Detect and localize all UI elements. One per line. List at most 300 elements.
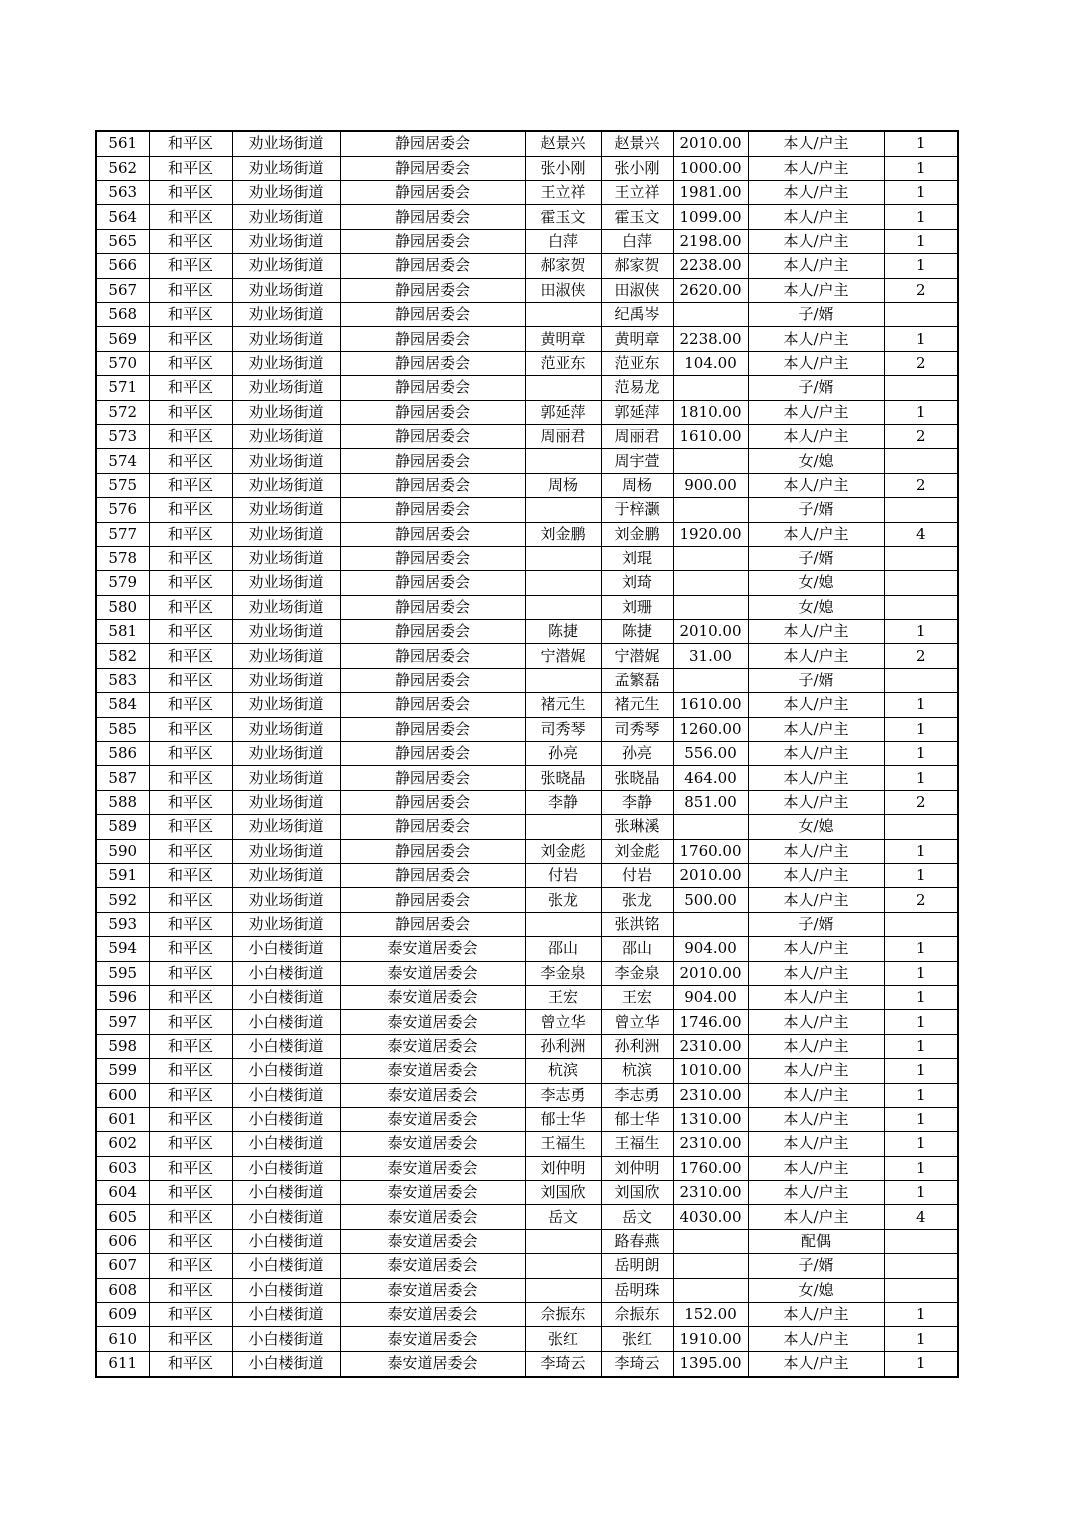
household-count-cell — [884, 1278, 958, 1302]
district-cell: 和平区 — [149, 1351, 232, 1377]
committee-cell: 泰安道居委会 — [340, 1083, 525, 1107]
row-number-cell: 569 — [96, 327, 149, 351]
household-count-cell — [884, 595, 958, 619]
street-cell: 劝业场街道 — [232, 668, 340, 692]
table-row — [96, 1278, 958, 1302]
street-cell: 小白楼街道 — [232, 1351, 340, 1377]
row-number-cell: 603 — [96, 1156, 149, 1180]
street-cell: 小白楼街道 — [232, 1010, 340, 1034]
household-count-cell: 1 — [884, 1083, 958, 1107]
amount-cell — [673, 912, 748, 936]
amount-cell — [673, 668, 748, 692]
member-name-cell: 付岩 — [601, 863, 673, 887]
household-name-cell: 曾立华 — [525, 1010, 601, 1034]
table-row — [96, 839, 958, 863]
row-number-cell: 587 — [96, 766, 149, 790]
row-number-cell: 592 — [96, 888, 149, 912]
table-row — [96, 1229, 958, 1253]
member-name-cell: 路春燕 — [601, 1229, 673, 1253]
district-cell: 和平区 — [149, 1254, 232, 1278]
committee-cell: 静园居委会 — [340, 912, 525, 936]
amount-cell: 1310.00 — [673, 1107, 748, 1131]
amount-cell: 1610.00 — [673, 693, 748, 717]
relationship-cell: 本人/户主 — [748, 1303, 884, 1327]
amount-cell: 851.00 — [673, 790, 748, 814]
row-number-cell: 583 — [96, 668, 149, 692]
relationship-cell: 本人/户主 — [748, 1205, 884, 1229]
row-number-cell: 576 — [96, 498, 149, 522]
table-row — [96, 156, 958, 180]
member-name-cell: 黄明章 — [601, 327, 673, 351]
household-count-cell — [884, 1229, 958, 1253]
committee-cell: 静园居委会 — [340, 742, 525, 766]
street-cell: 劝业场街道 — [232, 815, 340, 839]
street-cell: 劝业场街道 — [232, 498, 340, 522]
committee-cell: 静园居委会 — [340, 888, 525, 912]
street-cell: 劝业场街道 — [232, 156, 340, 180]
amount-cell: 2310.00 — [673, 1132, 748, 1156]
relationship-cell: 子/婿 — [748, 498, 884, 522]
district-cell: 和平区 — [149, 327, 232, 351]
table-row — [96, 424, 958, 448]
relationship-cell: 本人/户主 — [748, 1132, 884, 1156]
member-name-cell: 范亚东 — [601, 351, 673, 375]
member-name-cell: 李金泉 — [601, 961, 673, 985]
committee-cell: 静园居委会 — [340, 595, 525, 619]
household-count-cell: 1 — [884, 1351, 958, 1377]
member-name-cell: 岳明朗 — [601, 1254, 673, 1278]
table-row — [96, 1034, 958, 1058]
relationship-cell: 本人/户主 — [748, 790, 884, 814]
street-cell: 劝业场街道 — [232, 181, 340, 205]
household-name-cell: 白萍 — [525, 229, 601, 253]
household-count-cell: 2 — [884, 351, 958, 375]
district-cell: 和平区 — [149, 1327, 232, 1351]
amount-cell: 500.00 — [673, 888, 748, 912]
relationship-cell: 女/媳 — [748, 449, 884, 473]
relationship-cell: 本人/户主 — [748, 985, 884, 1009]
row-number-cell: 606 — [96, 1229, 149, 1253]
committee-cell: 泰安道居委会 — [340, 1205, 525, 1229]
table-row — [96, 912, 958, 936]
household-name-cell: 刘仲明 — [525, 1156, 601, 1180]
street-cell: 劝业场街道 — [232, 644, 340, 668]
member-name-cell: 李志勇 — [601, 1083, 673, 1107]
street-cell: 劝业场街道 — [232, 571, 340, 595]
table-row — [96, 1156, 958, 1180]
row-number-cell: 571 — [96, 376, 149, 400]
household-name-cell: 岳文 — [525, 1205, 601, 1229]
row-number-cell: 562 — [96, 156, 149, 180]
household-name-cell: 王宏 — [525, 985, 601, 1009]
relationship-cell: 本人/户主 — [748, 278, 884, 302]
table-row — [96, 717, 958, 741]
relationship-cell: 本人/户主 — [748, 327, 884, 351]
committee-cell: 泰安道居委会 — [340, 1059, 525, 1083]
committee-cell: 静园居委会 — [340, 815, 525, 839]
district-cell: 和平区 — [149, 498, 232, 522]
household-name-cell: 佘振东 — [525, 1303, 601, 1327]
row-number-cell: 582 — [96, 644, 149, 668]
district-cell: 和平区 — [149, 790, 232, 814]
table-row — [96, 790, 958, 814]
row-number-cell: 588 — [96, 790, 149, 814]
amount-cell: 2310.00 — [673, 1083, 748, 1107]
relationship-cell: 本人/户主 — [748, 131, 884, 156]
household-count-cell: 1 — [884, 1303, 958, 1327]
table-row — [96, 937, 958, 961]
table-row — [96, 1254, 958, 1278]
committee-cell: 静园居委会 — [340, 498, 525, 522]
amount-cell: 2198.00 — [673, 229, 748, 253]
table-row — [96, 303, 958, 327]
street-cell: 小白楼街道 — [232, 1303, 340, 1327]
row-number-cell: 566 — [96, 254, 149, 278]
committee-cell: 泰安道居委会 — [340, 937, 525, 961]
row-number-cell: 578 — [96, 546, 149, 570]
relationship-cell: 本人/户主 — [748, 717, 884, 741]
row-number-cell: 609 — [96, 1303, 149, 1327]
committee-cell: 泰安道居委会 — [340, 961, 525, 985]
district-cell: 和平区 — [149, 693, 232, 717]
street-cell: 劝业场街道 — [232, 888, 340, 912]
relationship-cell: 女/媳 — [748, 571, 884, 595]
household-count-cell: 1 — [884, 1107, 958, 1131]
row-number-cell: 608 — [96, 1278, 149, 1302]
amount-cell — [673, 571, 748, 595]
committee-cell: 泰安道居委会 — [340, 1254, 525, 1278]
household-name-cell — [525, 449, 601, 473]
relationship-cell: 子/婿 — [748, 303, 884, 327]
table-row — [96, 546, 958, 570]
committee-cell: 静园居委会 — [340, 424, 525, 448]
amount-cell: 556.00 — [673, 742, 748, 766]
amount-cell — [673, 303, 748, 327]
street-cell: 劝业场街道 — [232, 229, 340, 253]
committee-cell: 泰安道居委会 — [340, 1327, 525, 1351]
household-count-cell: 1 — [884, 1132, 958, 1156]
household-count-cell: 1 — [884, 1181, 958, 1205]
row-number-cell: 599 — [96, 1059, 149, 1083]
district-cell: 和平区 — [149, 1034, 232, 1058]
household-name-cell — [525, 571, 601, 595]
household-count-cell: 2 — [884, 278, 958, 302]
street-cell: 小白楼街道 — [232, 1034, 340, 1058]
member-name-cell: 孙利洲 — [601, 1034, 673, 1058]
member-name-cell: 王宏 — [601, 985, 673, 1009]
household-count-cell: 1 — [884, 1059, 958, 1083]
relationship-cell: 女/媳 — [748, 1278, 884, 1302]
relationship-cell: 本人/户主 — [748, 1059, 884, 1083]
street-cell: 小白楼街道 — [232, 1132, 340, 1156]
member-name-cell: 王福生 — [601, 1132, 673, 1156]
relationship-cell: 子/婿 — [748, 912, 884, 936]
relationship-cell: 本人/户主 — [748, 644, 884, 668]
member-name-cell: 张洪铭 — [601, 912, 673, 936]
member-name-cell: 纪禹岑 — [601, 303, 673, 327]
household-name-cell: 张龙 — [525, 888, 601, 912]
household-count-cell — [884, 303, 958, 327]
amount-cell: 1920.00 — [673, 522, 748, 546]
household-name-cell — [525, 498, 601, 522]
member-name-cell: 赵景兴 — [601, 131, 673, 156]
relationship-cell: 本人/户主 — [748, 181, 884, 205]
district-cell: 和平区 — [149, 473, 232, 497]
household-name-cell: 黄明章 — [525, 327, 601, 351]
row-number-cell: 611 — [96, 1351, 149, 1377]
amount-cell: 152.00 — [673, 1303, 748, 1327]
relationship-cell: 本人/户主 — [748, 400, 884, 424]
household-count-cell — [884, 815, 958, 839]
district-cell: 和平区 — [149, 1278, 232, 1302]
member-name-cell: 李琦云 — [601, 1351, 673, 1377]
street-cell: 劝业场街道 — [232, 205, 340, 229]
street-cell: 劝业场街道 — [232, 424, 340, 448]
amount-cell: 2310.00 — [673, 1034, 748, 1058]
member-name-cell: 岳文 — [601, 1205, 673, 1229]
district-cell: 和平区 — [149, 1229, 232, 1253]
table-row — [96, 1059, 958, 1083]
relationship-cell: 本人/户主 — [748, 1351, 884, 1377]
household-count-cell: 4 — [884, 522, 958, 546]
table-row — [96, 327, 958, 351]
committee-cell: 静园居委会 — [340, 278, 525, 302]
row-number-cell: 564 — [96, 205, 149, 229]
district-cell: 和平区 — [149, 254, 232, 278]
street-cell: 小白楼街道 — [232, 1107, 340, 1131]
amount-cell: 1981.00 — [673, 181, 748, 205]
member-name-cell: 刘仲明 — [601, 1156, 673, 1180]
street-cell: 劝业场街道 — [232, 449, 340, 473]
relationship-cell: 本人/户主 — [748, 1327, 884, 1351]
household-count-cell: 2 — [884, 790, 958, 814]
row-number-cell: 605 — [96, 1205, 149, 1229]
row-number-cell: 563 — [96, 181, 149, 205]
household-count-cell: 1 — [884, 961, 958, 985]
household-count-cell: 1 — [884, 181, 958, 205]
amount-cell: 2238.00 — [673, 254, 748, 278]
household-name-cell: 郝家贺 — [525, 254, 601, 278]
street-cell: 小白楼街道 — [232, 937, 340, 961]
street-cell: 小白楼街道 — [232, 1156, 340, 1180]
relationship-cell: 本人/户主 — [748, 254, 884, 278]
household-name-cell: 霍玉文 — [525, 205, 601, 229]
street-cell: 劝业场街道 — [232, 303, 340, 327]
amount-cell: 1746.00 — [673, 1010, 748, 1034]
amount-cell: 1760.00 — [673, 839, 748, 863]
district-cell: 和平区 — [149, 1107, 232, 1131]
district-cell: 和平区 — [149, 912, 232, 936]
table-row — [96, 1303, 958, 1327]
household-name-cell: 刘金彪 — [525, 839, 601, 863]
member-name-cell: 刘国欣 — [601, 1181, 673, 1205]
household-name-cell: 王立祥 — [525, 181, 601, 205]
table-row — [96, 668, 958, 692]
relationship-cell: 本人/户主 — [748, 839, 884, 863]
table-row — [96, 254, 958, 278]
relationship-cell: 子/婿 — [748, 668, 884, 692]
household-count-cell: 1 — [884, 1034, 958, 1058]
relationship-cell: 子/婿 — [748, 1254, 884, 1278]
district-cell: 和平区 — [149, 205, 232, 229]
relationship-cell: 本人/户主 — [748, 424, 884, 448]
household-count-cell: 2 — [884, 644, 958, 668]
district-cell: 和平区 — [149, 595, 232, 619]
relationship-cell: 本人/户主 — [748, 620, 884, 644]
household-count-cell: 1 — [884, 131, 958, 156]
amount-cell: 31.00 — [673, 644, 748, 668]
committee-cell: 静园居委会 — [340, 327, 525, 351]
member-name-cell: 周杨 — [601, 473, 673, 497]
district-cell: 和平区 — [149, 1156, 232, 1180]
member-name-cell: 刘金彪 — [601, 839, 673, 863]
committee-cell: 静园居委会 — [340, 376, 525, 400]
relationship-cell: 本人/户主 — [748, 937, 884, 961]
household-count-cell — [884, 376, 958, 400]
table-row — [96, 815, 958, 839]
committee-cell: 静园居委会 — [340, 254, 525, 278]
district-cell: 和平区 — [149, 424, 232, 448]
district-cell: 和平区 — [149, 1132, 232, 1156]
amount-cell: 2010.00 — [673, 131, 748, 156]
amount-cell: 4030.00 — [673, 1205, 748, 1229]
district-cell: 和平区 — [149, 571, 232, 595]
row-number-cell: 585 — [96, 717, 149, 741]
district-cell: 和平区 — [149, 985, 232, 1009]
district-cell: 和平区 — [149, 766, 232, 790]
table-row — [96, 1181, 958, 1205]
member-name-cell: 张龙 — [601, 888, 673, 912]
member-name-cell: 李静 — [601, 790, 673, 814]
committee-cell: 泰安道居委会 — [340, 985, 525, 1009]
amount-cell — [673, 815, 748, 839]
member-name-cell: 陈捷 — [601, 620, 673, 644]
household-count-cell: 1 — [884, 620, 958, 644]
household-name-cell: 张红 — [525, 1327, 601, 1351]
household-count-cell: 1 — [884, 863, 958, 887]
household-name-cell: 王福生 — [525, 1132, 601, 1156]
street-cell: 劝业场街道 — [232, 742, 340, 766]
amount-cell: 1099.00 — [673, 205, 748, 229]
committee-cell: 静园居委会 — [340, 156, 525, 180]
member-name-cell: 曾立华 — [601, 1010, 673, 1034]
household-name-cell — [525, 912, 601, 936]
table-row — [96, 620, 958, 644]
household-name-cell — [525, 1278, 601, 1302]
row-number-cell: 595 — [96, 961, 149, 985]
committee-cell: 泰安道居委会 — [340, 1278, 525, 1302]
committee-cell: 静园居委会 — [340, 400, 525, 424]
amount-cell: 1395.00 — [673, 1351, 748, 1377]
amount-cell: 2010.00 — [673, 961, 748, 985]
district-cell: 和平区 — [149, 156, 232, 180]
street-cell: 劝业场街道 — [232, 717, 340, 741]
street-cell: 劝业场街道 — [232, 912, 340, 936]
district-cell: 和平区 — [149, 644, 232, 668]
table-row — [96, 449, 958, 473]
amount-cell: 900.00 — [673, 473, 748, 497]
row-number-cell: 580 — [96, 595, 149, 619]
relationship-cell: 本人/户主 — [748, 1034, 884, 1058]
street-cell: 劝业场街道 — [232, 522, 340, 546]
household-name-cell: 刘金鹏 — [525, 522, 601, 546]
row-number-cell: 584 — [96, 693, 149, 717]
committee-cell: 泰安道居委会 — [340, 1107, 525, 1131]
table-row — [96, 961, 958, 985]
district-cell: 和平区 — [149, 961, 232, 985]
amount-cell: 1910.00 — [673, 1327, 748, 1351]
relationship-cell: 配偶 — [748, 1229, 884, 1253]
member-name-cell: 佘振东 — [601, 1303, 673, 1327]
relationship-cell: 子/婿 — [748, 376, 884, 400]
district-cell: 和平区 — [149, 278, 232, 302]
amount-cell: 2238.00 — [673, 327, 748, 351]
street-cell: 劝业场街道 — [232, 327, 340, 351]
district-cell: 和平区 — [149, 815, 232, 839]
district-cell: 和平区 — [149, 522, 232, 546]
street-cell: 劝业场街道 — [232, 595, 340, 619]
amount-cell: 1610.00 — [673, 424, 748, 448]
committee-cell: 静园居委会 — [340, 790, 525, 814]
relationship-cell: 本人/户主 — [748, 961, 884, 985]
amount-cell: 1760.00 — [673, 1156, 748, 1180]
street-cell: 劝业场街道 — [232, 400, 340, 424]
household-count-cell — [884, 449, 958, 473]
household-count-cell: 1 — [884, 229, 958, 253]
relationship-cell: 本人/户主 — [748, 522, 884, 546]
member-name-cell: 周丽君 — [601, 424, 673, 448]
relationship-cell: 本人/户主 — [748, 888, 884, 912]
district-cell: 和平区 — [149, 1303, 232, 1327]
committee-cell: 泰安道居委会 — [340, 1034, 525, 1058]
table-row — [96, 400, 958, 424]
amount-cell — [673, 1229, 748, 1253]
amount-cell: 1260.00 — [673, 717, 748, 741]
committee-cell: 泰安道居委会 — [340, 1181, 525, 1205]
household-count-cell — [884, 498, 958, 522]
relationship-cell: 本人/户主 — [748, 1010, 884, 1034]
committee-cell: 静园居委会 — [340, 839, 525, 863]
household-count-cell — [884, 668, 958, 692]
household-name-cell: 李琦云 — [525, 1351, 601, 1377]
committee-cell: 静园居委会 — [340, 863, 525, 887]
table-body — [96, 131, 958, 1377]
table-row — [96, 571, 958, 595]
member-name-cell: 郝家贺 — [601, 254, 673, 278]
committee-cell: 泰安道居委会 — [340, 1229, 525, 1253]
district-cell: 和平区 — [149, 888, 232, 912]
district-cell: 和平区 — [149, 400, 232, 424]
member-name-cell: 褚元生 — [601, 693, 673, 717]
household-count-cell: 1 — [884, 693, 958, 717]
relationship-cell: 本人/户主 — [748, 1107, 884, 1131]
table-row — [96, 278, 958, 302]
committee-cell: 静园居委会 — [340, 473, 525, 497]
household-name-cell: 邵山 — [525, 937, 601, 961]
committee-cell: 静园居委会 — [340, 693, 525, 717]
row-number-cell: 565 — [96, 229, 149, 253]
row-number-cell: 574 — [96, 449, 149, 473]
street-cell: 小白楼街道 — [232, 1181, 340, 1205]
member-name-cell: 孟繁磊 — [601, 668, 673, 692]
relationship-cell: 本人/户主 — [748, 863, 884, 887]
household-name-cell — [525, 376, 601, 400]
row-number-cell: 594 — [96, 937, 149, 961]
table-row — [96, 473, 958, 497]
district-cell: 和平区 — [149, 303, 232, 327]
household-name-cell: 陈捷 — [525, 620, 601, 644]
committee-cell: 静园居委会 — [340, 668, 525, 692]
